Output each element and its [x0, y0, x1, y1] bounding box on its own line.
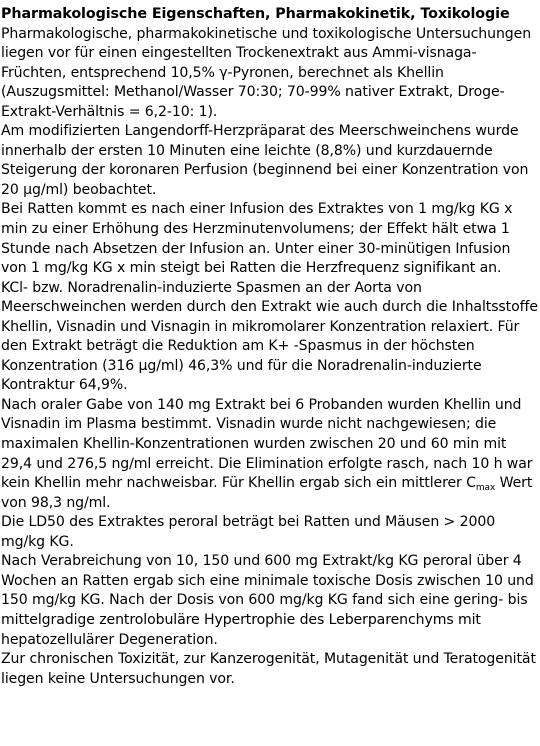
cmax-subscript: max — [475, 483, 496, 494]
paragraph-extract-description: Pharmakologische, pharmakokinetische und toxikologische Untersuchungen liegen vor für einen eingestellten Trockenextrakt aus Ammi-visnaga-Früchten, entsprechend 10,5% γ-Pyronen, berechnet als Khellin (Auszugsmittel: Methanol/Wasser 70:30; 70-99% nativer Extrakt, Droge-Extrakt-Verhältnis = 6,2-10: 1). — [1, 25, 532, 120]
paragraph-pharmacokinetics — [1, 396, 538, 513]
section-heading: Pharmakologische Eigenschaften, Pharmakokinetik, Toxikologie — [1, 6, 510, 22]
pk-text-tail: Wert von 98,3 ng/ml. — [1, 475, 533, 511]
paragraph-rat-infusion: Bei Ratten kommt es nach einer Infusion des Extraktes von 1 mg/kg KG x min zu einer Erhöhung des Herzminutenvolumens; der Effekt hält etwa 1 Stunde nach Absetzen der Infusion an. Unter einer 30-minütigen Infusion von 1 mg/kg KG x min steigt bei Ratten die Herzfrequenz signifikant an. — [1, 201, 513, 277]
paragraph-ld50: Die LD50 des Extraktes peroral beträgt bei Ratten und Mäusen > 2000 mg/kg KG. — [1, 514, 496, 550]
paragraph-aorta-spasms: KCl- bzw. Noradrenalin-induzierte Spasmen an der Aorta von Meerschweinchen werden durch den Extrakt wie auch durch die Inhaltsstoffe Khellin, Visnadin und Visnagin in mikromolarer Konzentration relaxiert. Für den Extrakt beträgt die Reduktion am K+ -Spasmus in der höchsten Konzentration (316 µg/ml) 46,3% und für die Noradrenalin-induzierte Kontraktur 64,9%. — [1, 279, 538, 394]
paragraph-langendorff-heart: Am modifizierten Langendorff-Herzpräparat des Meerschweinchens wurde innerhalb der ersten 10 Minuten eine leichte (8,8%) und kurzdauernde Steigerung der koronaren Perfusion (beginnend bei einer Konzentration von 20 µg/ml) beobachtet. — [1, 123, 529, 198]
paragraph-subchronic-toxicity: Nach Verabreichung von 10, 150 und 600 mg Extrakt/kg KG peroral über 4 Wochen an Ratten ergab sich eine minimale toxische Dosis zwischen 10 und 150 mg/kg KG. Nach der Dosis von 600 mg/kg KG fand sich eine gering- bis mittelgradige zentrolobuläre Hypertrophie des Leberparenchyms mit hepatozellulärer Degeneration. — [1, 553, 534, 648]
pk-text: Nach oraler Gabe von 140 mg Extrakt bei 6 Probanden wurden Khellin und Visnadin im Plasma bestimmt. Visnadin wurde nicht nachgewiesen; die maximalen Khellin-Konzentrationen wurden zwischen 20 und 60 min mit 29,4 und 276,5 ng/ml erreicht. Die Elimination erfolgte rasch, nach 10 h war kein Khellin mehr nachweisbar. Für Khellin ergab sich ein mittlerer C — [1, 396, 533, 492]
paragraph-chronic-toxicity: Zur chronischen Toxizität, zur Kanzerogenität, Mutagenität und Teratogenität liegen keine Untersuchungen vor. — [1, 651, 536, 687]
